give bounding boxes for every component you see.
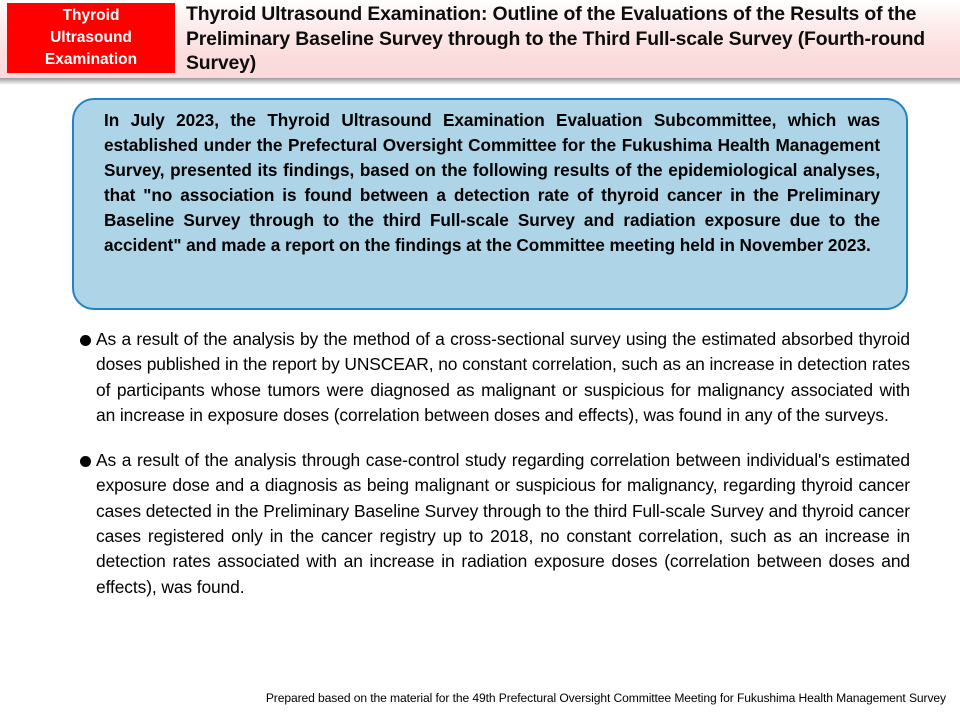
findings-list	[78, 327, 910, 600]
header-shadow-divider	[0, 78, 960, 85]
badge-line-2: Ultrasound	[50, 29, 132, 46]
list-item-text: As a result of the analysis by the method of a cross-sectional survey using the estimated absorbed thyroid doses published in the report by UNSCEAR, no constant correlation, such as an increase in detection rates of participants whose tumors were diagnosed as malignant or suspicious for malignancy associated with an increase in exposure doses (correlation between doses and effects), was found in any of the surveys.	[96, 329, 910, 425]
bullet-dot-icon	[80, 456, 91, 467]
list-item-text: As a result of the analysis through case-control study regarding correlation between individual's estimated exposure dose and a diagnosis as being malignant or suspicious for malignancy, regarding thyroid cancer cases detected in the Preliminary Baseline Survey through to the third Full-scale Survey and thyroid cancer cases registered only in the cancer registry up to 2018, no constant correlation, such as an increase in detection rates associated with an increase in radiation exposure doses (correlation between doses and effects), was found.	[96, 450, 910, 597]
bullet-dot-icon	[80, 335, 91, 346]
page-title: Thyroid Ultrasound Examination: Outline of the Evaluations of the Results of the Preliminary Baseline Survey through to the Third Full-scale Survey (Fourth-round Survey)	[186, 3, 925, 75]
slide-category-badge	[7, 3, 175, 73]
source-note: Prepared based on the material for the 49th Prefectural Oversight Committee Meeting for Fukushima Health Management Survey	[265, 691, 946, 705]
badge-line-3: Examination	[44, 51, 138, 68]
list-item	[78, 327, 910, 428]
badge-line-1: Thyroid	[62, 7, 120, 24]
summary-callout-text: In July 2023, the Thyroid Ultrasound Examination Evaluation Subcommittee, which was established under the Prefectural Oversight Committee for the Fukushima Health Management Survey, presented its findings, based on the following results of the epidemiological analyses, that "no association is found between a detection rate of thyroid cancer in the Preliminary Baseline Survey through to the third Full-scale Survey and radiation exposure due to the accident" and made a report on the findings at the Committee meeting held in November 2023.	[104, 110, 880, 256]
list-item	[78, 448, 910, 600]
